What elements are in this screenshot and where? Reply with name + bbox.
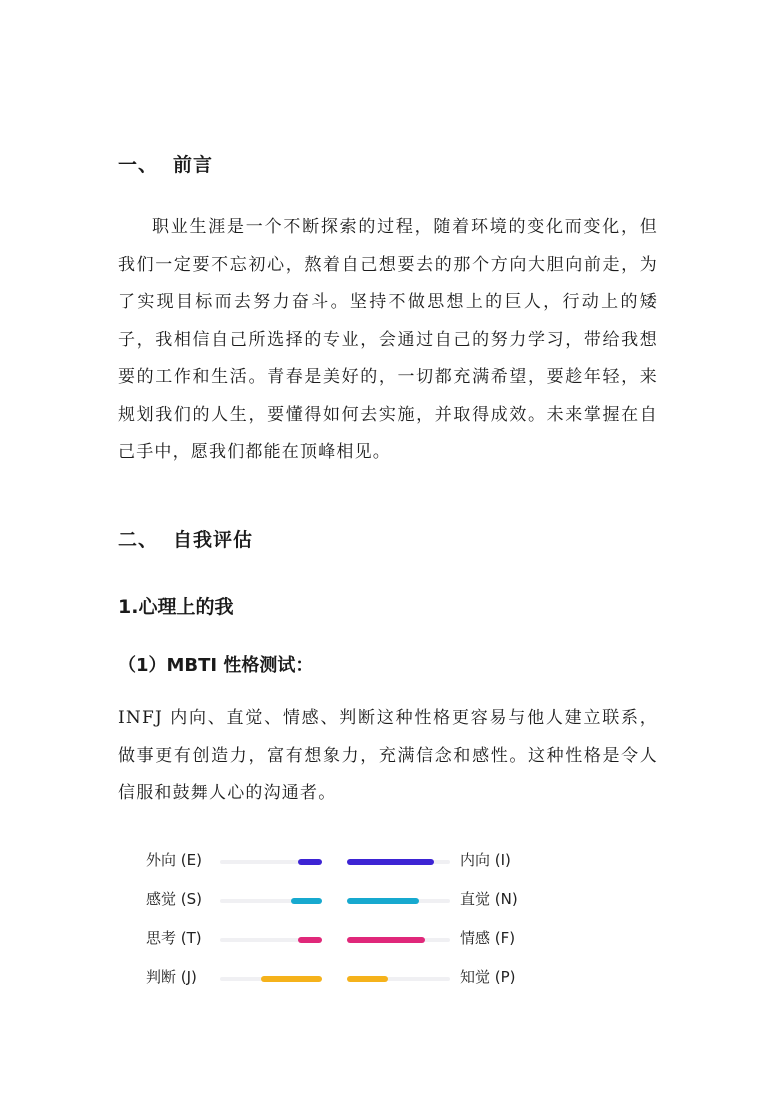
mbti-left-label: 外向 (E) xyxy=(146,851,202,869)
mbti-right-label: 直觉 (N) xyxy=(460,890,518,908)
mbti-right-bar xyxy=(347,976,388,982)
mbti-right-bar xyxy=(347,859,434,865)
intro-paragraph: 职业生涯是一个不断探索的过程，随着环境的变化而变化，但我们一定要不忘初心，熬着自己想要去的那个方向大胆向前走，为了实现目标而去努力奋斗。坚持不做思想上的巨人，行动上的矮子，我相信自己所选择的专业，会通过自己的努力学习，带给我想要的工作和生活。青春是美好的，一切都充满希望，要趁年轻，来规划我们的人生，要懂得如何去实施，并取得成效。未来掌握在自己手中，愿我们都能在顶峰相见。 xyxy=(118,217,658,462)
section-title: 自我评估 xyxy=(173,529,254,551)
mbti-row xyxy=(140,845,540,877)
subsubsection-heading: （1）MBTI 性格测试： xyxy=(118,655,314,676)
mbti-row xyxy=(140,923,540,955)
mbti-left-bar xyxy=(298,937,322,943)
mbti-left-label: 判断 (J) xyxy=(146,968,197,986)
mbti-right-label: 内向 (I) xyxy=(460,851,511,869)
section-heading-self-assessment xyxy=(118,525,253,552)
mbti-left-bar xyxy=(291,898,322,904)
section-title: 前言 xyxy=(173,154,214,176)
mbti-paragraph: INFJ 内向、直觉、情感、判断这种性格更容易与他人建立联系，做事更有创造力，富有想象力，充满信念和感性。这种性格是令人信服和鼓舞人心的沟通者。 xyxy=(118,708,658,803)
mbti-right-bar xyxy=(347,898,419,904)
mbti-row xyxy=(140,884,540,916)
section-heading-preface xyxy=(118,150,213,177)
mbti-left-bar xyxy=(261,976,322,982)
mbti-right-label: 情感 (F) xyxy=(460,929,516,947)
mbti-left-bar xyxy=(298,859,322,865)
mbti-right-label: 知觉 (P) xyxy=(460,968,516,986)
mbti-row xyxy=(140,962,540,994)
mbti-left-label: 感觉 (S) xyxy=(146,890,202,908)
section-number: 二、 xyxy=(118,529,159,551)
mbti-right-bar xyxy=(347,937,425,943)
subsection-heading: 1.心理上的我 xyxy=(118,596,234,618)
section-number: 一、 xyxy=(118,154,159,176)
mbti-left-label: 思考 (T) xyxy=(146,929,202,947)
mbti-chart xyxy=(140,845,540,995)
